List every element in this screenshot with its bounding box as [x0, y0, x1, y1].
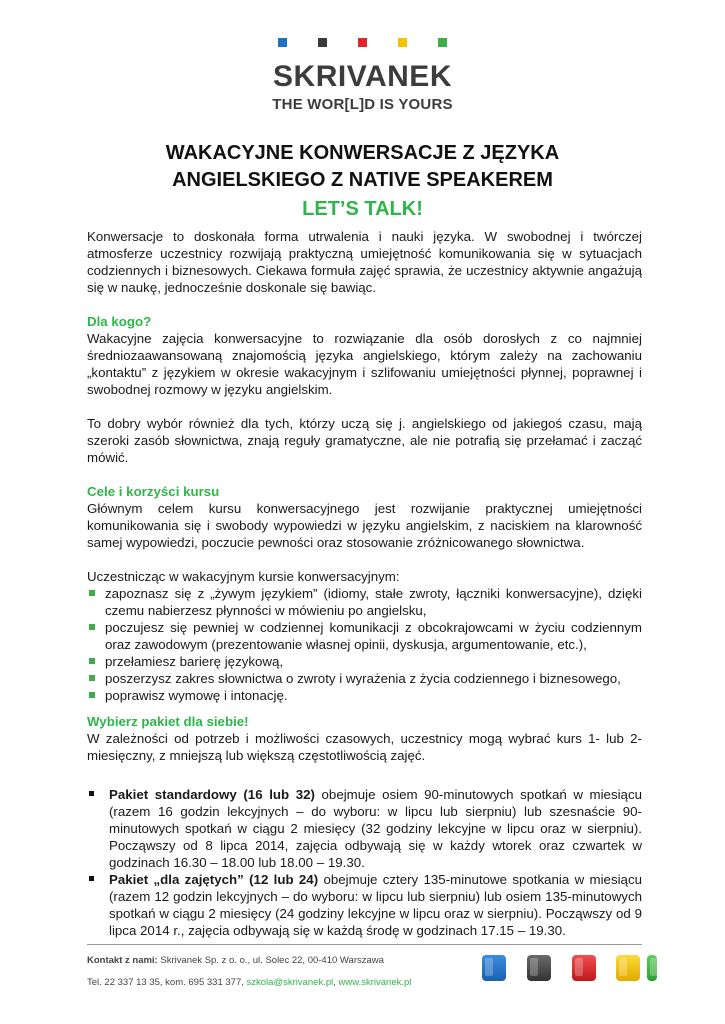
list-item-text: poczujesz się pewniej w codziennej komunikacji z obcokrajowcami w życiu codziennym oraz zawodowym (prezentowanie własnej opinii, dyskusja, argumentowanie, etc.),: [105, 620, 642, 652]
packages-heading: Wybierz pakiet dla siebie!: [87, 714, 249, 729]
list-item: [87, 585, 642, 619]
package-description: obejmuje cztery 135-minutowe spotkania w miesiącu (razem 12 godzin lekcyjnych – do wyboru: w lipcu lub sierpniu) lub osiem 135-minutowych spotkań w ciągu 2 miesięcy (24 godziny lekcyjne w lipcu oraz w sierpniu). Począwszy od 9 lipca 2014 r., zajęcia odbywają się w każdą środę w godzinach 17.15 – 19.30.: [109, 872, 642, 938]
title-tagline: LET’S TALK!: [302, 198, 423, 220]
list-item-text: zapoznasz się z „żywym językiem” (idiomy, stałe zwroty, łączniki konwersacyjne), dzięki czemu nabierzesz płynności w mówieniu po angielsku,: [105, 586, 642, 618]
title-line-1: WAKACYJNE KONWERSACJE Z JĘZYKA: [165, 142, 560, 164]
document-title: [0, 140, 725, 224]
list-item: [87, 653, 642, 670]
red-cube-icon: [572, 955, 596, 981]
bullet-icon: [89, 658, 95, 664]
footer-phone-row: [87, 976, 411, 989]
for-whom-heading: Dla kogo?: [87, 314, 152, 329]
goals-paragraph: Głównym celem kursu konwersacyjnego jest rozwijanie praktycznej umiejętności komunikowania się i swobody wypowiedzi w języku angielskim, z naciskiem na klarowność samej wypowiedzi, poczucie pewności oraz stosowanie zróżnicowanego słownictwa.: [87, 501, 642, 550]
contact-label: Kontakt z nami:: [87, 955, 158, 966]
brand-name: SKRIVANEK: [273, 60, 452, 93]
intro-paragraph: Konwersacje to doskonała forma utrwalenia i nauki języka. W swobodnej i twórczej atmosferze uczestnicy rozwijają praktyczną umiejętność komunikowania się w sytuacjach codziennych i biznesowych. Ciekawa formuła zajęć sprawia, że uczestnicy aktywnie angażują się w naukę, jednocześnie doskonale się bawiąc.: [87, 229, 642, 295]
bullet-icon: [89, 675, 95, 681]
bullet-icon: [89, 692, 95, 698]
bullet-icon: [89, 876, 94, 881]
packages-paragraph: W zależności od potrzeb i możliwości czasowych, uczestnicy mogą wybrać kurs 1- lub 2-miesięczny, z mniejszą lub większą częstotliwością zajęć.: [87, 731, 642, 763]
brand-slogan: THE WOR[L]D IS YOURS: [272, 96, 453, 113]
yellow-cube-icon: [616, 955, 640, 981]
goals-lead: Uczestnicząc w wakacyjnym kursie konwersacyjnym:: [87, 569, 400, 584]
email-link[interactable]: szkola@skrivanek.pl: [246, 977, 334, 988]
logo: [0, 38, 725, 113]
green-cube-icon: [647, 955, 657, 981]
goals-heading: Cele i korzyści kursu: [87, 484, 220, 499]
bullet-icon: [89, 590, 95, 596]
color-squares: [278, 38, 448, 48]
blue-square: [278, 38, 287, 47]
website-link[interactable]: www.skrivanek.pl: [338, 977, 412, 988]
package-item: [87, 871, 642, 939]
bullet-icon: [89, 791, 94, 796]
contact-address: Skrivanek Sp. z o. o., ul. Solec 22, 00-410 Warszawa: [157, 955, 384, 966]
phone-text: Tel. 22 337 13 35, kom. 695 331 377,: [87, 977, 247, 988]
benefits-list: [87, 585, 642, 704]
for-whom-paragraph-1: Wakacyjne zajęcia konwersacyjne to rozwiązanie dla osób dorosłych z co najmniej średniozaawansowaną znajomością języka angielskiego, którym zależy na zachowaniu „kontaktu” z językiem w okresie wakacyjnym i szlifowaniu umiejętności płynnej, poprawnej i swobodnej rozmowy w języku angielskim.: [87, 331, 642, 397]
for-whom-paragraph-2: To dobry wybór również dla tych, którzy uczą się j. angielskiego od jakiegoś czasu, mają szeroki zasób słownictwa, znają reguły gramatyczne, ale nie potrafią się przełamać i zacząć mówić.: [87, 416, 642, 465]
title-line-2: ANGIELSKIEGO Z NATIVE SPEAKEREM: [172, 169, 553, 191]
red-square: [358, 38, 367, 47]
package-name: Pakiet standardowy (16 lub 32): [109, 787, 315, 802]
document-body: [87, 228, 642, 939]
green-square: [438, 38, 447, 47]
yellow-square: [398, 38, 407, 47]
bullet-icon: [89, 624, 95, 630]
footer-divider: [87, 944, 642, 945]
packages-list: [87, 786, 642, 939]
gray-cube-icon: [527, 955, 551, 981]
package-item: [87, 786, 642, 871]
footer-contact: [87, 954, 411, 967]
list-item-text: poprawisz wymowę i intonację.: [105, 688, 288, 703]
footer: [87, 954, 411, 989]
list-item: [87, 619, 642, 653]
gray-square: [318, 38, 327, 47]
list-item-text: przełamiesz barierę językową,: [105, 654, 284, 669]
footer-cubes: [482, 955, 652, 985]
list-item: [87, 670, 642, 687]
package-name: Pakiet „dla zajętych” (12 lub 24): [109, 872, 319, 887]
list-item: [87, 687, 642, 704]
package-description: obejmuje osiem 90-minutowych spotkań w miesiącu (razem 16 godzin lekcyjnych – do wyboru: w lipcu lub sierpniu) lub szesnaście 90-minutowych spotkań w ciągu 2 miesięcy (32 godziny lekcyjne w lipcu oraz w sierpniu). Począwszy od 8 lipca 2014, zajęcia odbywają się w każdy wtorek oraz czwartek w godzinach 16.30 – 18.00 lub 18.00 – 19.30.: [109, 787, 642, 870]
separator: ,: [333, 977, 339, 988]
blue-cube-icon: [482, 955, 506, 981]
list-item-text: poszerzysz zakres słownictwa o zwroty i wyrażenia z życia codziennego i biznesowego,: [105, 671, 621, 686]
